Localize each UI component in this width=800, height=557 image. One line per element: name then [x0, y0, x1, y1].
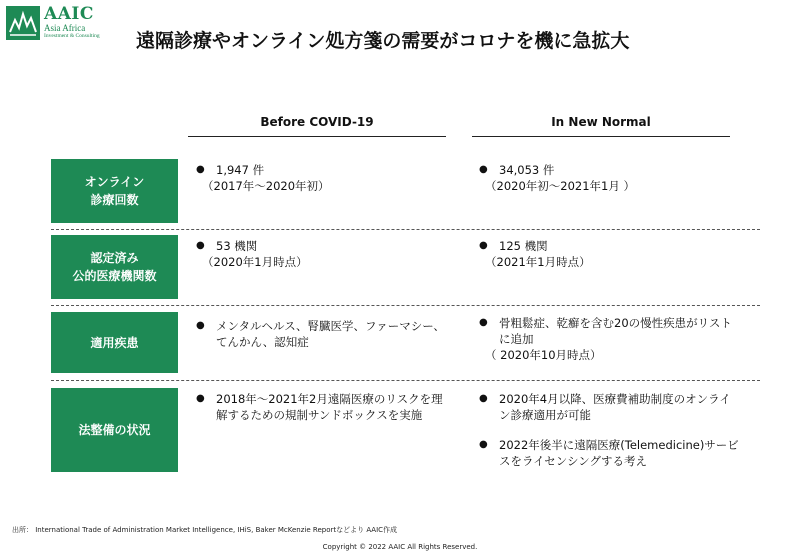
bullet-icon: ●: [479, 240, 488, 251]
row-label-line: 診療回数: [90, 193, 139, 207]
bullet-icon: ●: [479, 393, 488, 404]
column-header-before: Before COVID-19: [260, 115, 374, 129]
cell-applicable-diseases-after: [479, 315, 739, 363]
item-sub: （ 2020年10月時点）: [485, 348, 602, 362]
bullet-icon: ●: [479, 317, 488, 328]
list-item: [196, 162, 446, 178]
row-divider: [51, 229, 760, 230]
column-rule-after: [472, 136, 730, 137]
cell-legal-status-after: [479, 391, 739, 469]
row-divider: [51, 305, 760, 306]
cell-certified-institutions-before: [196, 238, 446, 270]
list-item: [479, 437, 739, 469]
item-main: メンタルヘルス、腎臓医学、ファーマシー、てんかん、認知症: [216, 319, 445, 349]
item-sub: （2020年初～2021年1月 ）: [485, 179, 636, 193]
row-label-legal-status: [51, 388, 178, 472]
source-note: 出所： International Trade of Administration Market Intelligence, IHiS, Baker McKenzie Reportなどより AAIC作成: [12, 526, 398, 534]
logo-mark-icon: [6, 6, 40, 40]
item-main: 1,947 件: [216, 163, 265, 177]
item-main: 34,053 件: [499, 163, 555, 177]
row-divider: [51, 380, 760, 381]
cell-applicable-diseases-before: [196, 318, 446, 350]
bullet-icon: ●: [196, 240, 205, 251]
bullet-icon: ●: [196, 320, 205, 331]
item-sub: （2020年1月時点）: [202, 255, 308, 269]
row-label-line: 法整備の状況: [78, 423, 151, 437]
row-label-line: 適用疾患: [90, 335, 139, 350]
column-header-after: In New Normal: [551, 115, 651, 129]
row-label-online-consultations: [51, 159, 178, 223]
list-item: [479, 162, 739, 178]
cell-certified-institutions-after: [479, 238, 739, 270]
cell-legal-status-before: [196, 391, 446, 423]
bullet-icon: ●: [196, 393, 205, 404]
item-main: 2018年～2021年2月遠隔医療のリスクを理解するための規制サンドボックスを実施: [216, 392, 443, 422]
list-item: [196, 238, 446, 254]
logo-subtitle: Asia Africa: [44, 23, 86, 33]
bullet-icon: ●: [479, 164, 488, 175]
bullet-icon: ●: [196, 164, 205, 175]
bullet-icon: ●: [479, 439, 488, 450]
copyright-notice: Copyright © 2022 AAIC All Rights Reserved.: [322, 543, 478, 551]
column-rule-before: [188, 136, 446, 137]
row-label-applicable-diseases: [51, 312, 178, 373]
item-main: 53 機関: [216, 239, 258, 253]
item-second: 2022年後半に遠隔医療(Telemedicine)サービスをライセンシングする考え: [499, 438, 739, 468]
row-label-line: 認定済み: [90, 251, 139, 265]
row-label-line: オンライン: [84, 175, 145, 189]
item-main: 骨粗鬆症、乾癬を含む20の慢性疾患がリストに追加: [499, 316, 732, 346]
list-item: [196, 391, 446, 423]
list-item: [479, 315, 739, 347]
company-logo: [6, 6, 124, 42]
cell-online-consultations-after: [479, 162, 739, 194]
item-main: 125 機関: [499, 239, 548, 253]
item-sub: （2017年～2020年初）: [202, 179, 330, 193]
item-main: 2020年4月以降、医療費補助制度のオンライン診療適用が可能: [499, 392, 731, 422]
logo-name: AAIC: [44, 4, 94, 24]
cell-online-consultations-before: [196, 162, 446, 194]
row-label-certified-institutions: [51, 235, 178, 299]
logo-tagline: Investment & Consulting: [44, 33, 100, 39]
list-item: [479, 391, 739, 423]
list-item: [479, 238, 739, 254]
item-sub: （2021年1月時点）: [485, 255, 591, 269]
row-label-line: 公的医療機関数: [72, 269, 157, 283]
page-title: 遠隔診療やオンライン処方箋の需要がコロナを機に急拡大: [136, 30, 630, 52]
list-item: [196, 318, 446, 350]
